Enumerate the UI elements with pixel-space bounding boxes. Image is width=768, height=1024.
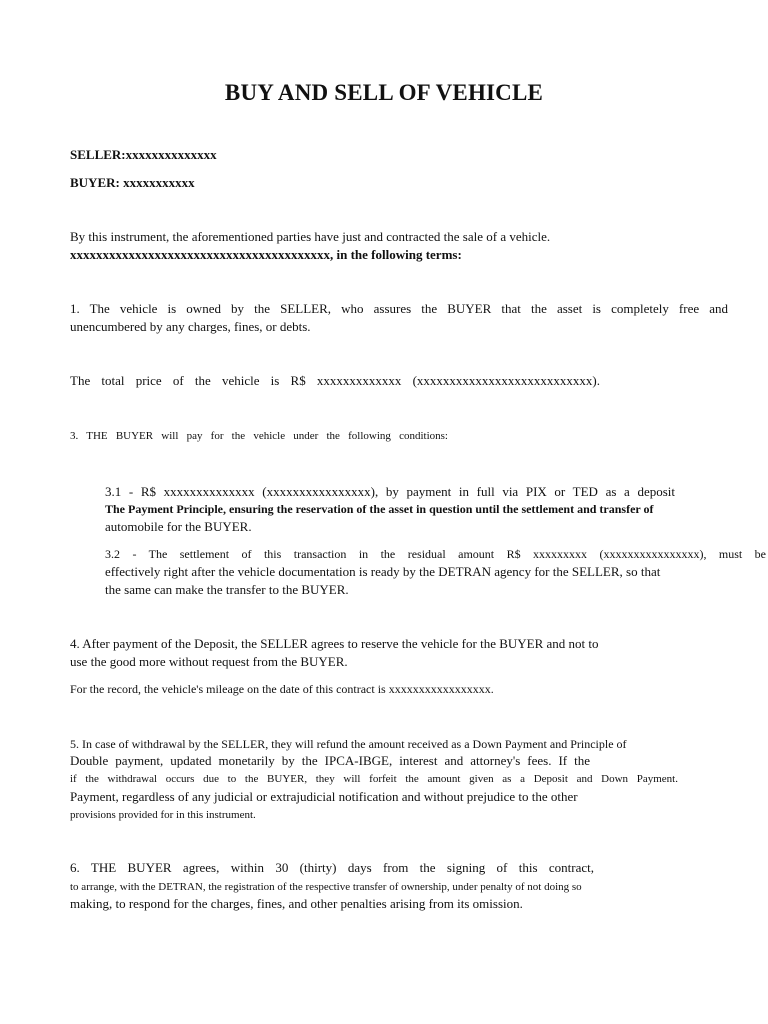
clause-5-line-5: provisions provided for in this instrument. <box>70 809 256 821</box>
clause-3-1-line-2: The Payment Principle, ensuring the reservation of the asset in question until the settlement and transfer of <box>105 502 654 516</box>
clause-3-2-line-3: the same can make the transfer to the BUYER. <box>105 582 349 597</box>
clause-3-2-line-2: effectively right after the vehicle documentation is ready by the DETRAN agency for the SELLER, so that <box>105 564 661 579</box>
seller-line: SELLER:xxxxxxxxxxxxxx <box>70 147 217 162</box>
intro-line-2: xxxxxxxxxxxxxxxxxxxxxxxxxxxxxxxxxxxxxxxx, in the following terms: <box>70 247 462 262</box>
clause-5-line-1: 5. In case of withdrawal by the SELLER, they will refund the amount received as a Down Payment and Principle of <box>70 737 627 751</box>
price-line: The total price of the vehicle is R$ xxxxxxxxxxxxx (xxxxxxxxxxxxxxxxxxxxxxxxxxx). <box>70 373 600 388</box>
clause-3-2-line-1: 3.2 - The settlement of this transaction in the residual amount R$ xxxxxxxxx (xxxxxxxxxxxxxxxx), must be <box>105 547 766 561</box>
clause-5-line-3: if the withdrawal occurs due to the BUYER, they will forfeit the amount given as a Deposit and Down Payment. <box>70 773 678 785</box>
buyer-line: BUYER: xxxxxxxxxxx <box>70 175 195 190</box>
clause-6-line-2: to arrange, with the DETRAN, the registration of the respective transfer of ownership, under penalty of not doing so <box>70 881 582 893</box>
clause-4-line-1: 4. After payment of the Deposit, the SELLER agrees to reserve the vehicle for the BUYER and not to <box>70 636 599 651</box>
clause-3-1-line-1: 3.1 - R$ xxxxxxxxxxxxxx (xxxxxxxxxxxxxxxx), by payment in full via PIX or TED as a deposit <box>105 484 675 499</box>
intro-line-1: By this instrument, the aforementioned parties have just and contracted the sale of a vehicle. <box>70 229 551 244</box>
clause-4-line-3: For the record, the vehicle's mileage on the date of this contract is xxxxxxxxxxxxxxxxx. <box>70 682 494 696</box>
clause-4-line-2: use the good more without request from the BUYER. <box>70 654 348 669</box>
clause-3-1-line-3: automobile for the BUYER. <box>105 519 252 534</box>
document-title: BUY AND SELL OF VEHICLE <box>224 80 544 105</box>
clause-5-line-4: Payment, regardless of any judicial or extrajudicial notification and without prejudice to the other <box>70 789 578 804</box>
clause-5-line-2: Double payment, updated monetarily by the IPCA-IBGE, interest and attorney's fees. If the <box>70 753 590 768</box>
clause-6-line-3: making, to respond for the charges, fines, and other penalties arising from its omission. <box>70 896 523 911</box>
clause-6-line-1: 6. THE BUYER agrees, within 30 (thirty) days from the signing of this contract, <box>70 860 594 875</box>
clause-1-line-2: unencumbered by any charges, fines, or debts. <box>70 319 311 334</box>
clause-1-line-1: 1. The vehicle is owned by the SELLER, who assures the BUYER that the asset is completely free and <box>70 301 728 316</box>
clause-3-line: 3. THE BUYER will pay for the vehicle under the following conditions: <box>70 430 448 442</box>
